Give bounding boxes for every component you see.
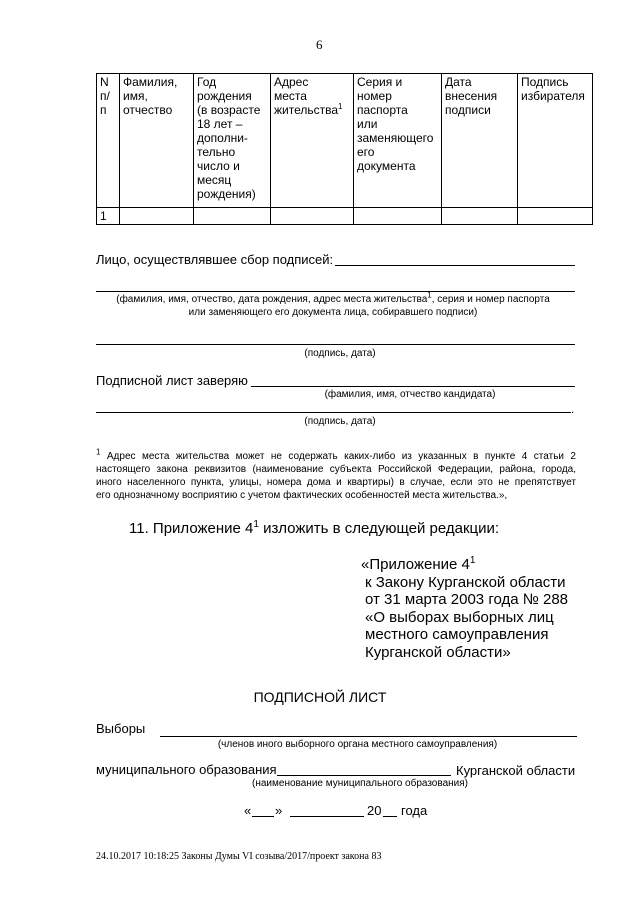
certify-caption: (фамилия, имя, отчество кандидата) — [324, 389, 496, 400]
header-cell-signature-date: Дата внесения подписи — [442, 74, 518, 208]
appendix-line: Курганской области» — [365, 643, 511, 661]
appendix-line: к Закону Курганской области — [365, 573, 566, 591]
header-cell-voter-signature: Подпись избирателя — [518, 74, 593, 208]
footnote-line: его однозначному восприятию с учетом фактических особенностей места жительства.», — [96, 490, 508, 501]
table-header-row — [97, 74, 593, 208]
appendix-line: местного самоуправления — [365, 626, 549, 643]
appendix-header — [361, 555, 569, 661]
footnote-line — [96, 447, 576, 463]
table-cell — [194, 208, 271, 225]
date-year-prefix: 20 — [367, 803, 382, 818]
appendix-title-sup: 1 — [469, 555, 476, 566]
date-day-line — [252, 816, 274, 817]
amendment-text-before: 11. Приложение 4 — [129, 520, 254, 537]
form-title: ПОДПИСНОЙ ЛИСТ — [253, 689, 387, 705]
header-address-text: Адрес места жительства — [274, 75, 339, 117]
date-open-quote: « — [244, 803, 252, 818]
table-cell — [354, 208, 442, 225]
table-cell — [271, 208, 354, 225]
certify-sign-caption: (подпись, дата) — [304, 416, 376, 427]
document-footer: 24.10.2017 10:18:25 Законы Думы VI созыва/2017/проект закона 83 — [96, 851, 382, 862]
collector-caption-sup: 1 — [427, 290, 432, 300]
table-cell — [518, 208, 593, 225]
header-cell-name: Фамилия, имя, отчество — [120, 74, 194, 208]
amendment-text-after: изложить в следующей редакции: — [258, 520, 500, 537]
table-cell — [442, 208, 518, 225]
header-cell-birth-year: Год рождения (в возрасте 18 лет – дополни- тельно число и месяц рождения) — [194, 74, 271, 208]
certify-sign-line — [96, 412, 571, 413]
appendix-line: «О выборах выборных лиц — [365, 608, 554, 626]
certify-label: Подписной лист заверяю — [96, 373, 248, 388]
appendix-title — [361, 556, 568, 574]
page-number: 6 — [316, 37, 323, 52]
municipal-caption: (наименование муниципального образования) — [252, 778, 468, 789]
header-address-sup: 1 — [338, 102, 343, 111]
amendment-text — [129, 520, 499, 537]
date-year-line — [383, 816, 397, 817]
collector-caption-text: (фамилия, имя, отчество, дата рождения, адрес места жительства — [116, 294, 428, 305]
certify-dot: . — [571, 402, 575, 416]
municipal-fill-line — [277, 775, 451, 776]
appendix-title-text: «Приложение 4 — [361, 556, 470, 573]
table-row — [97, 208, 593, 225]
elections-caption: (членов иного выборного органа местного самоуправления) — [217, 739, 498, 750]
collector-sign-caption: (подпись, дата) — [304, 348, 376, 359]
header-cell-number: N п/п — [97, 74, 120, 208]
date-suffix: года — [401, 803, 428, 818]
amendment-sup: 1 — [253, 519, 259, 530]
table-cell — [120, 208, 194, 225]
collector-details-line — [96, 291, 575, 292]
footnote-mark: 1 — [96, 447, 101, 457]
header-cell-passport: Серия и номер паспорта или заменяющего его документа — [354, 74, 442, 208]
collector-caption-text-end: , серия и номер паспорта — [431, 294, 550, 305]
certify-fill-line — [251, 386, 575, 387]
collector-fill-line — [335, 265, 575, 266]
elections-fill-line — [160, 736, 577, 737]
appendix-line: от 31 марта 2003 года № 288 — [365, 591, 569, 608]
collector-sign-line — [96, 344, 575, 345]
collector-label: Лицо, осуществлявшее сбор подписей: — [96, 252, 334, 267]
footnote-line-text: Адрес места жительства может не содержать каких-либо из указанных в пункте 4 статьи 2 — [106, 451, 576, 462]
table-cell: 1 — [97, 208, 120, 225]
collector-caption-line2: или заменяющего его документа лица, собиравшего подписи) — [188, 307, 478, 318]
date-close-quote: » — [275, 803, 283, 818]
footnote — [96, 447, 576, 502]
footnote-line: иного населенного пункта, улицы, номера дома и квартиры) в случае, если это не препятствует — [96, 477, 576, 488]
header-cell-address — [271, 74, 354, 208]
elections-label: Выборы — [96, 721, 146, 736]
municipal-label: муниципального образования — [96, 762, 277, 777]
collector-caption-line1 — [0, 290, 640, 305]
municipal-suffix: Курганской области — [456, 763, 576, 778]
date-month-line — [290, 816, 364, 817]
signature-table — [96, 73, 593, 225]
footnote-line: настоящего закона реквизитов (наименование субъекта Российской Федерации, района, города, — [96, 464, 576, 475]
